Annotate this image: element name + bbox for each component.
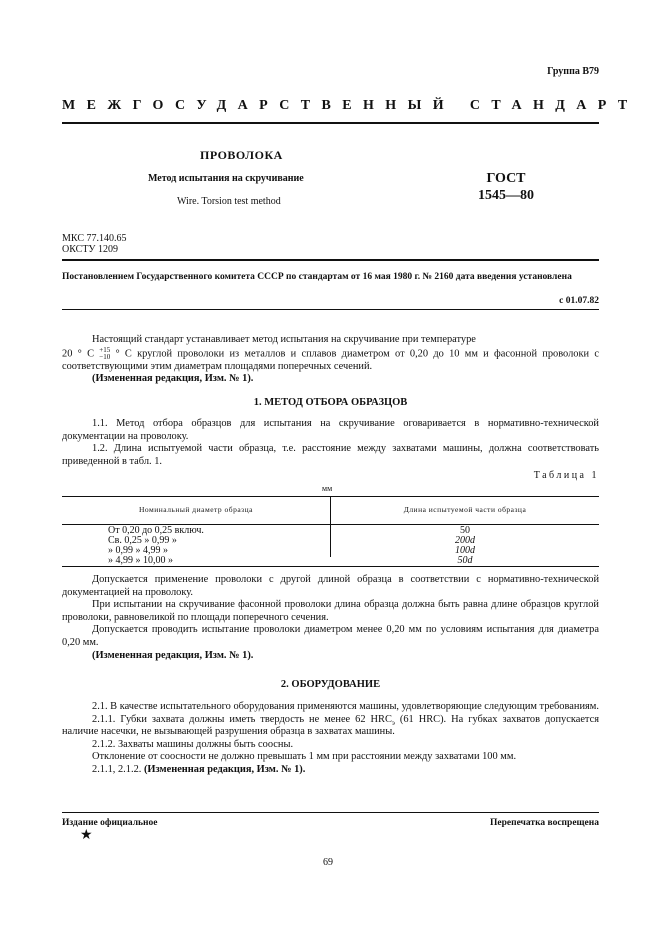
temp-text: 20 ° С [62,347,100,359]
document-subtitle: Метод испытания на скручивание [148,173,304,184]
hardness-subscript: э [391,718,395,727]
effective-date: с 01.07.82 [559,296,599,306]
date-rule [62,309,599,310]
tolerance-minus: −10 [99,352,111,361]
standard-banner: МЕЖГОСУДАРСТВЕННЫЙ СТАНДАРТ [62,98,639,113]
section-2-heading: 2. ОБОРУДОВАНИЕ [280,679,381,690]
section-2-paragraphs [62,701,599,777]
cell-range: » 4,99 » 10,00 » [108,555,173,566]
amend-clauses: 2.1.1, 2.1.2. [92,763,144,775]
group-code: Группа В79 [547,66,599,77]
table-header [62,496,599,525]
tolerance-plus: +15 [99,345,111,354]
cell-length: 100d [455,545,475,556]
gost-number [470,170,542,204]
paragraph-2-1-2: 2.1.2. Захваты машины должны быть соосны. [92,738,294,750]
intro-line-a: Настоящий стандарт устанавливает метод испытания на скручивание при температуре [92,334,476,345]
cell-range: Св. 0,25 » 0,99 » [108,535,177,546]
intro-line-b [62,347,599,374]
table-body [62,525,599,566]
table-unit: мм [322,484,333,493]
section-1-paragraphs [62,418,599,468]
paragraph-2-1-1 [62,714,599,739]
paragraph-2-1: 2.1. В качестве испытательного оборудования применяются машины, удовлетворяющие следующим требованиям. [92,701,599,712]
resolution-text: Постановлением Государственного комитета СССР по стандартам от 16 мая 1980 г. № 2160 дата введения установлена [62,272,572,282]
classification-codes [62,233,126,255]
section-1-heading: 1. МЕТОД ОТБОРА ОБРАЗЦОВ [253,397,408,408]
paragraph-alt-length: Допускается применение проволоки с другой длиной образца в соответствии с нормативно-технической документацией на проволоку. [62,574,599,598]
table-row [62,555,599,566]
mks-code: МКС 77.140.65 [62,233,127,244]
hardness-rest: (61 HRC). На губках захватов допускается наличие насечки, не вызывающей разрушения образца в захватах машины. [62,713,599,738]
star-icon: ★ [80,828,93,843]
footer-rule [62,812,599,813]
gost-code: 1545—80 [478,188,534,203]
official-edition: Издание официальное [62,818,158,828]
cell-range: » 0,99 » 4,99 » [108,545,168,556]
paragraph-1-1: 1.1. Метод отбора образцов для испытания на скручивание оговаривается в нормативно-технической документации на проволоку. [62,418,599,442]
section-2-amendment [62,764,599,777]
intro-rest: ° С круглой проволоки из металлов и сплавов диаметром от 0,20 до 10 мм и фасонной проволоки с соответствующими этим диаметрам площадями поперечных сечений. [62,347,599,372]
reprint-prohibited: Перепечатка воспрещена [489,818,599,828]
temp-tolerance [99,347,110,361]
page-number: 69 [323,857,333,868]
section-1-after-table [62,574,599,662]
okstu-code: ОКСТУ 1209 [62,244,119,255]
document-title: ПРОВОЛОКА [200,148,283,162]
gost-label: ГОСТ [486,171,526,186]
table-bottom-rule [62,566,599,567]
paragraph-shaped-wire: При испытании на скручивание фасонной проволоки длина образца должна быть равна длине образцов круглой проволоки, равновеликой по площади поперечного сечения. [62,599,599,623]
cell-length: 50 [460,525,470,536]
cell-length: 200d [455,535,475,546]
codes-rule [62,259,599,261]
cell-length: 50d [457,555,473,566]
paragraph-thin-wire: Допускается проводить испытание проволоки диаметром менее 0,20 мм по условиям испытания для диаметра 0,20 мм. [62,624,599,648]
section-1-amendment: (Измененная редакция, Изм. № 1). [92,649,254,661]
intro-amendment: (Измененная редакция, Изм. № 1). [92,373,254,385]
header-rule [62,122,599,124]
table-caption: Таблица 1 [533,470,599,481]
hardness-text: 2.1.1. Губки захвата должны иметь твердость не менее 62 HRC [92,713,392,725]
col-header-diameter: Номинальный диаметр образца [139,505,253,514]
col-header-length: Длина испытуемой части образца [403,505,527,514]
table-1 [62,496,599,567]
cell-range: От 0,20 до 0,25 включ. [108,525,204,536]
paragraph-deviation: Отклонение от соосности не должно превышать 1 мм при расстоянии между захватами 100 мм. [92,751,517,763]
intro-paragraph [62,334,599,386]
paragraph-1-2: 1.2. Длина испытуемой части образца, т.е. расстояние между захватами машины, должна соответствовать приведенной в табл. 1. [62,443,599,467]
english-title: Wire. Torsion test method [177,196,281,207]
amend-note: (Измененная редакция, Изм. № 1). [143,763,306,775]
